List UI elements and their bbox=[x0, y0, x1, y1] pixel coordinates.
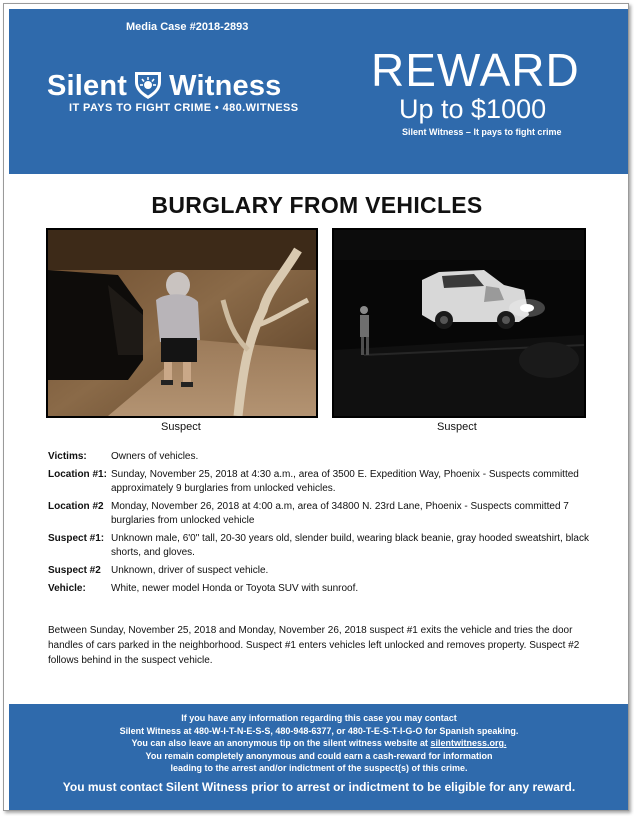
contact-line-5: leading to the arrest and/or indictment of the suspect(s) of this crime. bbox=[170, 763, 468, 773]
detail-value: Monday, November 26, 2018 at 4:00 a.m, area of 34800 N. 23rd Lane, Phoenix - Suspects committed 7 burglaries from unlocked vehicle bbox=[111, 501, 569, 526]
brand-logo bbox=[47, 66, 282, 103]
contact-line-1: If you have any information regarding this case you may contact bbox=[181, 713, 457, 723]
detail-label: Location #1: bbox=[48, 469, 107, 480]
contact-footer bbox=[9, 704, 629, 810]
contact-line-2: Silent Witness at 480-W-I-T-N-E-S-S, 480-948-6377, or 480-T-E-S-T-I-G-O for Spanish speaking. bbox=[119, 725, 519, 736]
case-title: BURGLARY FROM VEHICLES bbox=[151, 192, 483, 218]
detail-row bbox=[48, 468, 594, 496]
contact-info bbox=[9, 704, 629, 775]
detail-label: Suspect #2 bbox=[48, 565, 101, 576]
detail-label: Location #2 bbox=[48, 501, 104, 512]
detail-label: Victims: bbox=[48, 451, 87, 462]
shield-sun-icon bbox=[131, 66, 165, 100]
detail-label: Vehicle: bbox=[48, 583, 86, 594]
case-narrative: Between Sunday, November 25, 2018 and Monday, November 26, 2018 suspect #1 exits the vehicle and tries the door handles of cars parked in the neighborhood. Suspect #1 enters vehicles left unlocked and removes property. Suspect #2 follows behind in the suspect vehicle. bbox=[48, 625, 580, 666]
suspect-photo-2 bbox=[332, 228, 586, 418]
detail-value: Unknown, driver of suspect vehicle. bbox=[111, 565, 269, 576]
suspect-photo-2-caption: Suspect bbox=[437, 421, 477, 433]
eligibility-notice: You must contact Silent Witness prior to arrest or indictment to be eligible for any reward. bbox=[62, 779, 576, 794]
contact-line-4: You remain completely anonymous and could earn a cash-reward for information bbox=[145, 750, 493, 761]
reward-heading: REWARD bbox=[371, 44, 580, 96]
contact-line-3-text: You can also leave an anonymous tip on the silent witness website at bbox=[131, 738, 431, 748]
brand-right-text: Witness bbox=[169, 70, 282, 102]
suspect-photo-1-caption: Suspect bbox=[161, 421, 201, 433]
detail-row bbox=[48, 500, 594, 528]
reward-amount: Up to $1000 bbox=[399, 94, 547, 124]
detail-row bbox=[48, 564, 594, 578]
detail-row bbox=[48, 450, 594, 464]
website-link[interactable]: silentwitness.org. bbox=[430, 738, 507, 748]
detail-value: White, newer model Honda or Toyota SUV with sunroof. bbox=[111, 583, 359, 594]
detail-row bbox=[48, 582, 594, 596]
detail-label: Suspect #1: bbox=[48, 533, 105, 544]
detail-value: Owners of vehicles. bbox=[111, 451, 199, 462]
suspect-photo-1 bbox=[46, 228, 318, 418]
header-banner bbox=[9, 9, 629, 174]
media-case-number: Media Case #2018-2893 bbox=[126, 21, 249, 33]
contact-line-3 bbox=[9, 737, 629, 750]
reward-tagline: Silent Witness – It pays to fight crime bbox=[402, 127, 562, 137]
flyer bbox=[3, 3, 629, 811]
detail-value: Unknown male, 6'0" tall, 20-30 years old, slender build, wearing black beanie, gray hooded sweatshirt, black shorts, and gloves. bbox=[111, 533, 589, 558]
detail-value: Sunday, November 25, 2018 at 4:30 a.m., area of 3500 E. Expedition Way, Phoenix - Suspects committed approximately 9 burglaries from unlocked vehicles. bbox=[111, 469, 579, 494]
brand-left-text: Silent bbox=[47, 70, 128, 102]
brand-tagline: IT PAYS TO FIGHT CRIME • 480.WITNESS bbox=[69, 102, 299, 114]
case-details bbox=[48, 450, 594, 600]
detail-row bbox=[48, 532, 594, 560]
